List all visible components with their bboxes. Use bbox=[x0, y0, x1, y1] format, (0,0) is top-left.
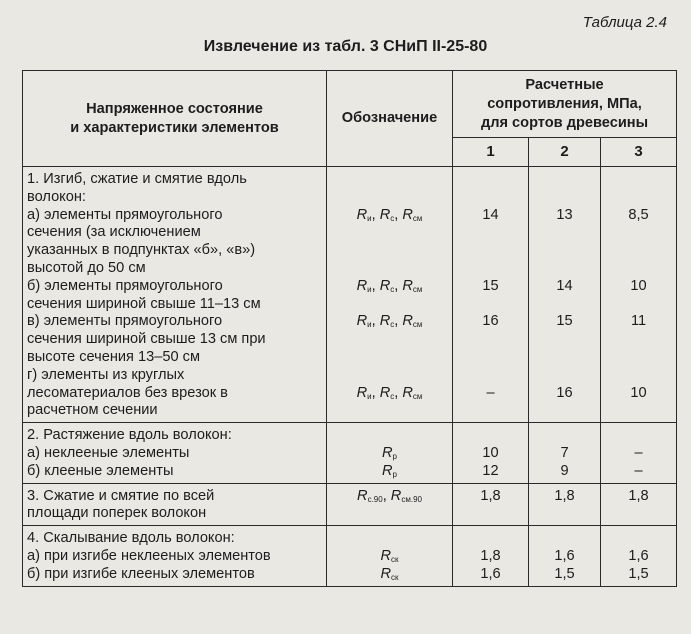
s3-symbol: $R_{с.90}$, $R_{см.90}$ bbox=[357, 487, 422, 504]
section-2-grade-2 bbox=[529, 423, 601, 483]
s1-c-grade2: 15 bbox=[556, 313, 573, 330]
s1-d-grade3: 10 bbox=[630, 384, 647, 401]
header-resist-line3: для сортов древесины bbox=[480, 114, 649, 131]
s3-line1: 3. Сжатие и смятие по всей bbox=[27, 487, 215, 504]
s1-c-grade1: 16 bbox=[482, 313, 499, 330]
s1-c-symbol: $R_и$, $R_с$, $R_{см}$ bbox=[356, 313, 423, 330]
s1-c-line2: сечения шириной свыше 13 см при bbox=[27, 331, 266, 348]
s3-grade3: 1,8 bbox=[628, 487, 649, 504]
s1-a-line1: а) элементы прямоугольного bbox=[27, 206, 223, 223]
section-3-grade-2 bbox=[529, 483, 601, 526]
section-4-description bbox=[23, 526, 327, 586]
section-3-grade-3 bbox=[601, 483, 677, 526]
s1-d-line1: г) элементы из круглых bbox=[27, 366, 185, 383]
s1-b-symbol: $R_и$, $R_с$, $R_{см}$ bbox=[356, 277, 423, 294]
s2-a-grade1: 10 bbox=[482, 444, 499, 461]
s1-title-line2: волокон: bbox=[27, 188, 86, 205]
header-designation: Обозначение bbox=[327, 71, 453, 167]
s1-a-grade2: 13 bbox=[556, 206, 573, 223]
s4-title: 4. Скалывание вдоль волокон: bbox=[27, 530, 235, 547]
header-state-line1: Напряженное состояние bbox=[86, 100, 263, 117]
s1-b-line2: сечения шириной свыше 11–13 см bbox=[27, 295, 261, 312]
s4-b: б) при изгибе клееных элементов bbox=[27, 565, 255, 582]
section-2-grade-3 bbox=[601, 423, 677, 483]
section-4-symbols bbox=[327, 526, 453, 586]
s2-b-symbol: $R_р$ bbox=[382, 462, 397, 479]
section-2-row bbox=[23, 423, 677, 483]
table-number: Таблица 2.4 bbox=[582, 14, 667, 31]
s2-a-grade2: 7 bbox=[560, 444, 569, 461]
header-resistance bbox=[453, 71, 677, 138]
section-1-grade-1 bbox=[453, 167, 529, 423]
s2-b: б) клееные элементы bbox=[27, 462, 174, 479]
s1-b-grade2: 14 bbox=[556, 277, 573, 294]
s1-c-grade3: 11 bbox=[630, 313, 647, 330]
resistance-table bbox=[22, 70, 677, 587]
s1-d-line2: лесоматериалов без врезок в bbox=[27, 384, 228, 401]
s4-b-grade2: 1,5 bbox=[554, 565, 575, 582]
section-4-row bbox=[23, 526, 677, 586]
section-3-description bbox=[23, 483, 327, 526]
s1-title-line1: 1. Изгиб, сжатие и смятие вдоль bbox=[27, 171, 247, 187]
s4-a-grade1: 1,8 bbox=[480, 547, 501, 564]
header-state-line2: и характеристики элементов bbox=[70, 119, 279, 136]
s2-b-grade3: – bbox=[634, 462, 643, 479]
s1-d-symbol: $R_и$, $R_с$, $R_{см}$ bbox=[356, 384, 423, 401]
section-3-symbols bbox=[327, 483, 453, 526]
s1-c-line1: в) элементы прямоугольного bbox=[27, 313, 223, 330]
s4-b-symbol: $R_{ск}$ bbox=[380, 565, 399, 582]
s4-b-grade1: 1,6 bbox=[480, 565, 501, 582]
s1-a-line3: указанных в подпунктах «б», «в») bbox=[27, 242, 256, 259]
s3-line2: площади поперек волокон bbox=[27, 505, 207, 522]
section-2-symbols bbox=[327, 423, 453, 483]
s2-a-grade3: – bbox=[634, 444, 643, 461]
s1-b-grade3: 10 bbox=[630, 277, 647, 294]
header-resist-line1: Расчетные bbox=[525, 76, 604, 93]
section-2-description bbox=[23, 423, 327, 483]
section-4-grade-1 bbox=[453, 526, 529, 586]
s2-a-symbol: $R_р$ bbox=[382, 444, 397, 461]
s1-d-line3: расчетном сечении bbox=[27, 402, 158, 419]
s2-b-grade1: 12 bbox=[482, 462, 499, 479]
s1-c-line3: высоте сечения 13–50 см bbox=[27, 348, 200, 365]
header-state bbox=[23, 71, 327, 167]
s4-a-grade3: 1,6 bbox=[628, 547, 649, 564]
header-grade-2: 2 bbox=[529, 138, 601, 167]
s1-a-grade1: 14 bbox=[482, 206, 499, 223]
s4-b-grade3: 1,5 bbox=[628, 565, 649, 582]
header-row bbox=[23, 71, 677, 138]
s1-b-grade1: 15 bbox=[482, 277, 499, 294]
header-grade-1: 1 bbox=[453, 138, 529, 167]
s1-a-line2: сечения (за исключением bbox=[27, 224, 201, 241]
s3-grade1: 1,8 bbox=[480, 487, 501, 504]
s2-b-grade2: 9 bbox=[560, 462, 569, 479]
s1-b-line1: б) элементы прямоугольного bbox=[27, 277, 223, 294]
s4-a: а) при изгибе неклееных элементов bbox=[27, 547, 271, 564]
header-grade-3: 3 bbox=[601, 138, 677, 167]
section-1-row bbox=[23, 167, 677, 423]
s2-a: а) неклееные элементы bbox=[27, 444, 190, 461]
s2-title: 2. Растяжение вдоль волокон: bbox=[27, 427, 232, 444]
s1-a-grade3: 8,5 bbox=[628, 206, 649, 223]
s4-a-symbol: $R_{ск}$ bbox=[380, 547, 399, 564]
section-4-grade-3 bbox=[601, 526, 677, 586]
s1-a-symbol: $R_и$, $R_с$, $R_{см}$ bbox=[356, 206, 423, 223]
section-1-grade-3 bbox=[601, 167, 677, 423]
section-1-grade-2 bbox=[529, 167, 601, 423]
s1-d-grade1: – bbox=[486, 384, 495, 401]
section-1-symbols bbox=[327, 167, 453, 423]
section-4-grade-2 bbox=[529, 526, 601, 586]
section-1-description bbox=[23, 167, 327, 423]
section-2-grade-1 bbox=[453, 423, 529, 483]
s3-grade2: 1,8 bbox=[554, 487, 575, 504]
s1-d-grade2: 16 bbox=[556, 384, 573, 401]
section-3-grade-1 bbox=[453, 483, 529, 526]
header-resist-line2: сопротивления, МПа, bbox=[487, 95, 642, 112]
section-3-row bbox=[23, 483, 677, 526]
table-caption: Извлечение из табл. 3 СНиП II-25-80 bbox=[203, 38, 488, 55]
s4-a-grade2: 1,6 bbox=[554, 547, 575, 564]
s1-a-line4: высотой до 50 см bbox=[27, 259, 146, 276]
